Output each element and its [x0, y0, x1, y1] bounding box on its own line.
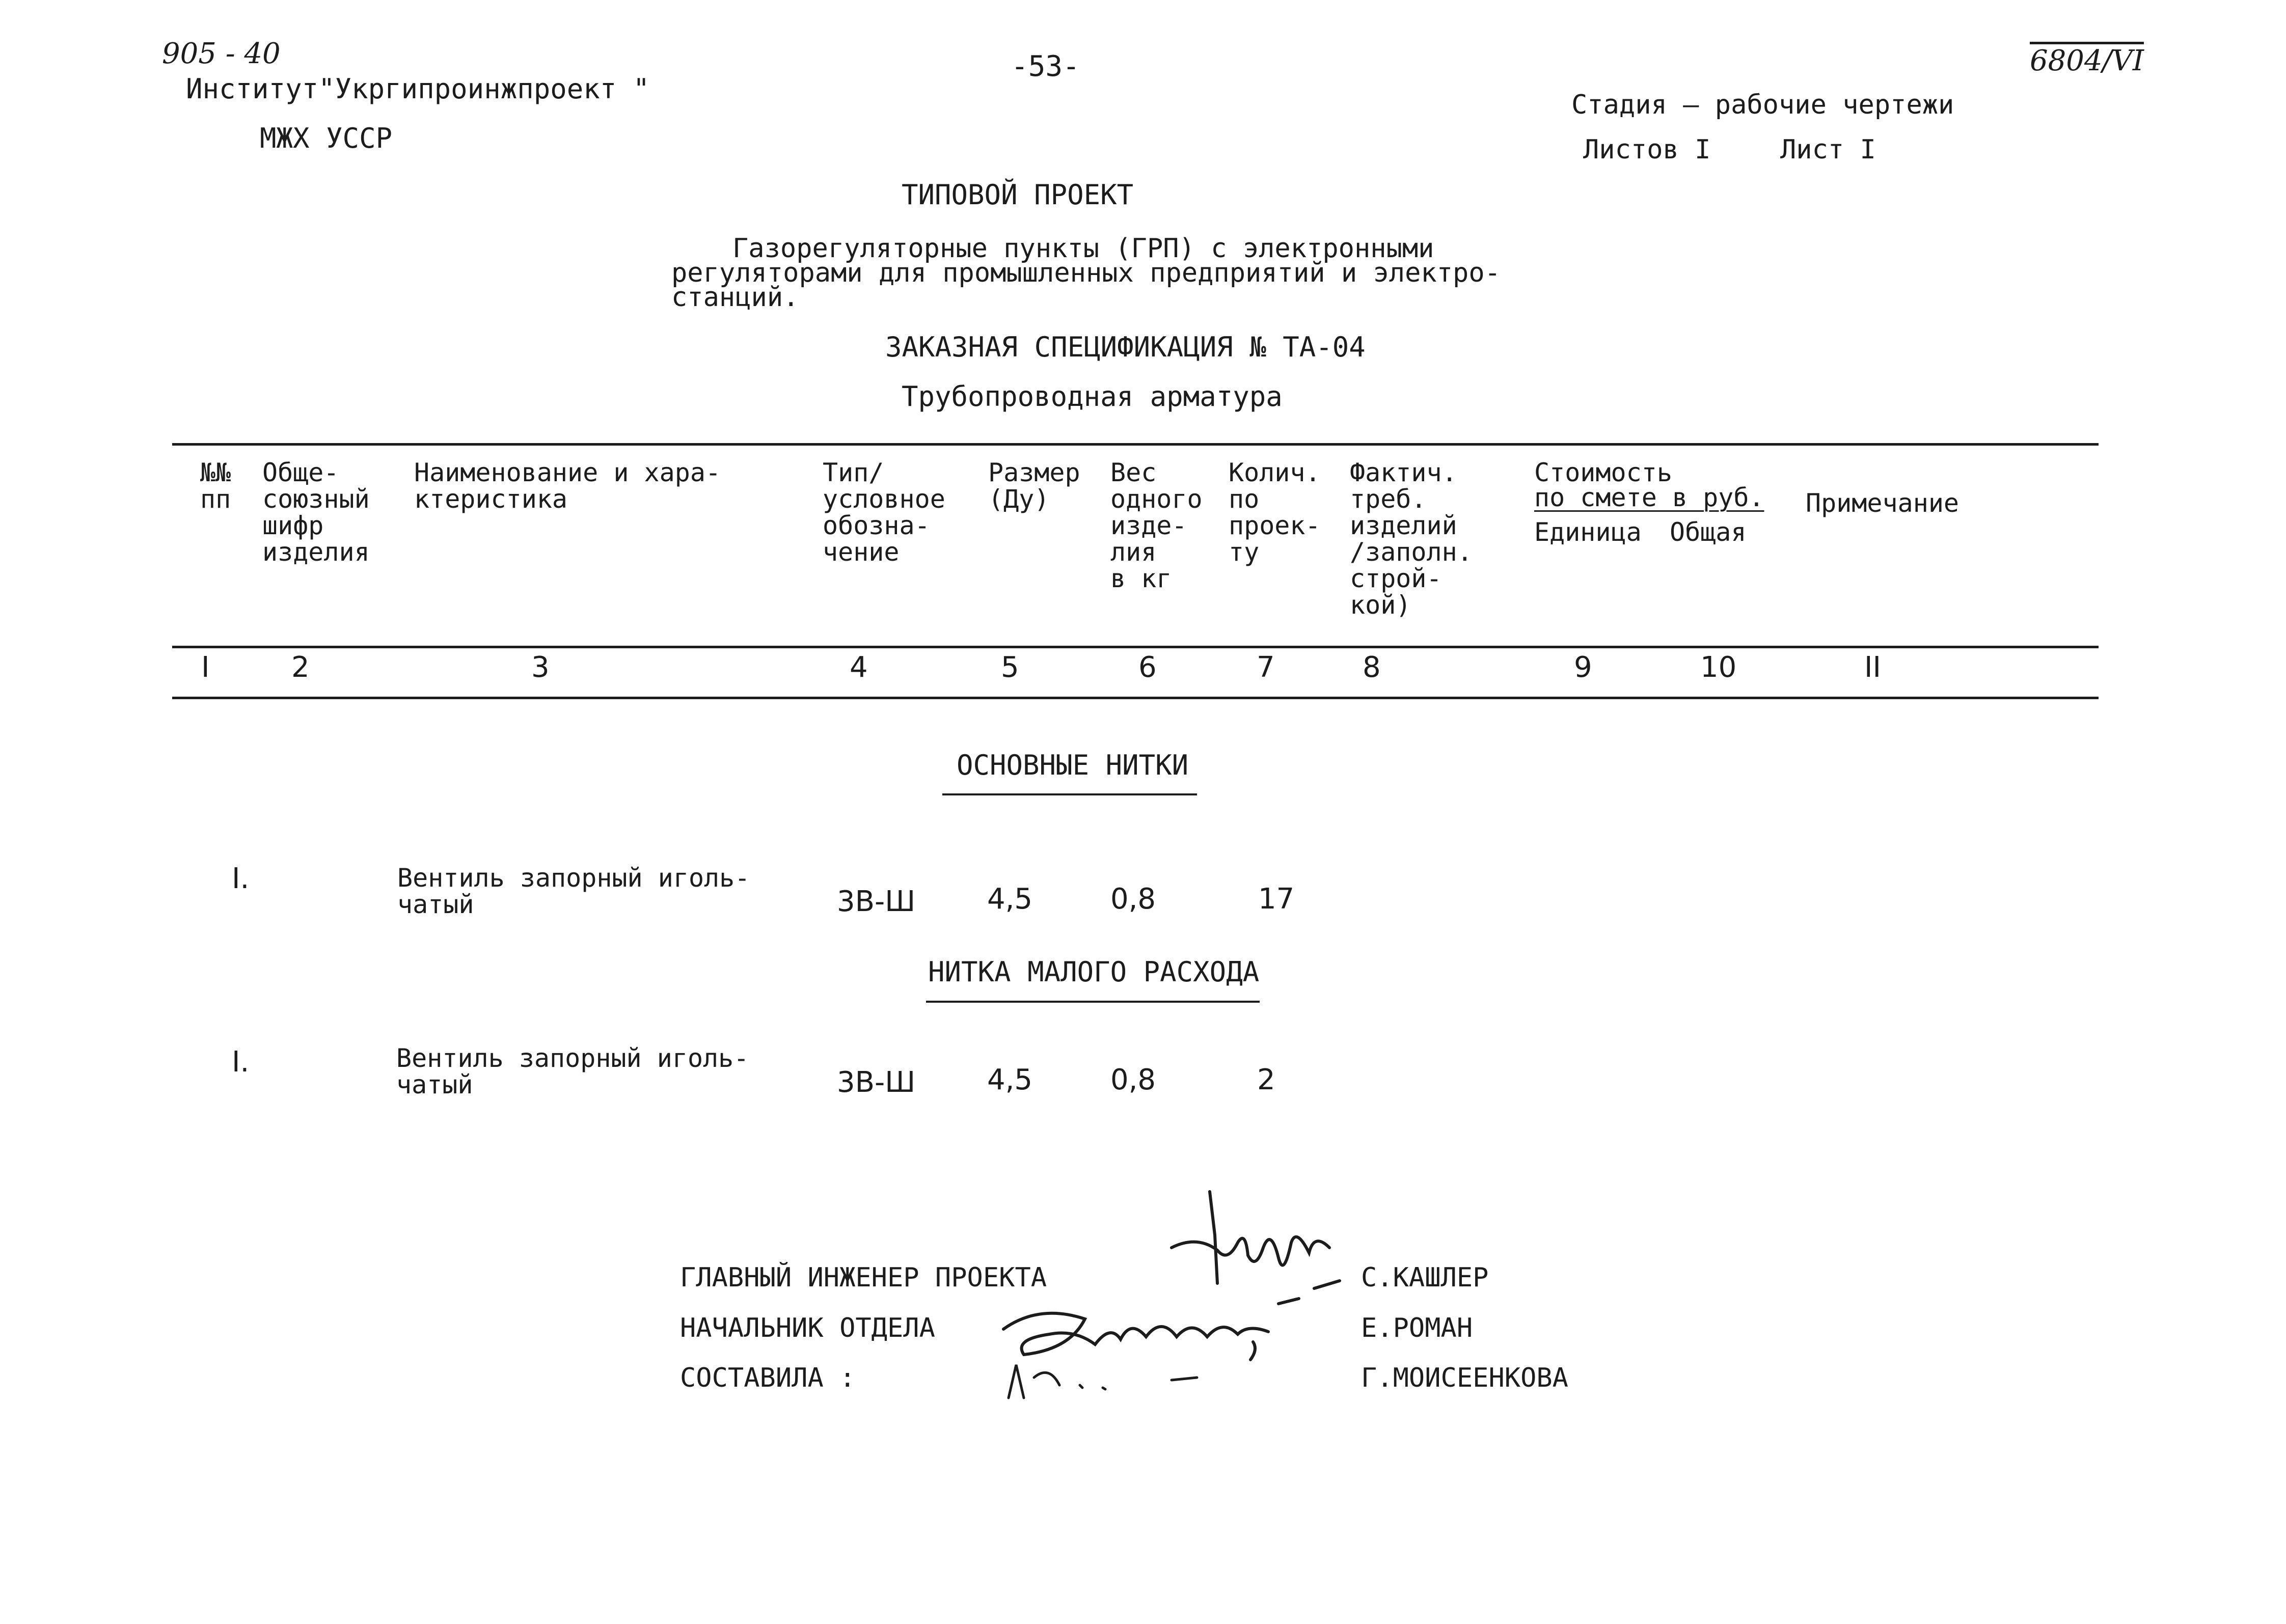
signature-department-head-handwritten — [993, 1288, 1309, 1406]
row-item-weight: 0,8 — [1110, 1063, 1156, 1096]
col-header-cost-unit: Единица — [1534, 517, 1642, 547]
institute-name: Институт"Укргипроинжпроект " — [186, 73, 650, 105]
col-number-2: 2 — [291, 651, 310, 684]
page-number: -53- — [1011, 50, 1080, 83]
project-type: ТИПОВОЙ ПРОЕКТ — [902, 179, 1134, 211]
col-header-qty: Колич. по проек- ту — [1229, 458, 1321, 567]
signature-role-department-head: НАЧАЛЬНИК ОТДЕЛА — [680, 1313, 935, 1343]
row-number: I. — [232, 862, 250, 895]
col-header-actual: Фактич. треб. изделий /заполн. строй- кой) — [1350, 458, 1473, 620]
table-header-rule — [172, 646, 2099, 648]
signature-role-compiler: СОСТАВИЛА : — [680, 1363, 856, 1393]
section-title-low-flow-line: НИТКА МАЛОГО РАСХОДА — [928, 956, 1260, 988]
col-header-number: №№ пп — [200, 458, 231, 514]
row-item-type: 3В-Ш — [837, 1066, 916, 1099]
ministry-name: МЖХ УССР — [260, 122, 393, 154]
row-item-size: 4,5 — [987, 1063, 1033, 1096]
table-columns-rule — [172, 697, 2099, 699]
row-item-qty: 2 — [1257, 1063, 1275, 1096]
col-number-9: 9 — [1574, 651, 1592, 684]
col-header-name: Наименование и хара- ктеристика — [414, 458, 721, 514]
table-top-rule — [172, 443, 2099, 446]
project-desc-line-3: станций. — [671, 282, 799, 313]
col-number-4: 4 — [850, 651, 868, 684]
row-item-name: Вентиль запорный иголь- чатый — [397, 863, 750, 919]
project-desc-line-1: Газорегуляторные пункты (ГРП) с электронными — [732, 233, 1434, 264]
col-header-cost-total: Общая — [1670, 517, 1747, 547]
col-number-1: I — [201, 651, 210, 684]
row-item-size: 4,5 — [987, 883, 1033, 916]
archive-stamp: 6804/VI — [2030, 44, 2144, 77]
col-number-6: 6 — [1138, 651, 1157, 684]
row-number: I. — [232, 1045, 250, 1079]
sheets-count: Листов I — [1583, 134, 1711, 165]
row-item-name: Вентиль запорный иголь- чатый — [396, 1043, 749, 1099]
col-header-size: Размер (Ду) — [988, 458, 1080, 514]
col-number-3: 3 — [531, 651, 550, 684]
signature-name-chief-engineer: С.КАШЛЕР — [1361, 1262, 1489, 1293]
specification-title: ЗАКАЗНАЯ СПЕЦИФИКАЦИЯ № ТА-04 — [885, 331, 1366, 363]
col-number-11: II — [1864, 651, 1882, 684]
handwritten-code: 905 - 40 — [162, 37, 281, 70]
sheet-number: Лист I — [1780, 134, 1876, 165]
signature-role-chief-engineer: ГЛАВНЫЙ ИНЖЕНЕР ПРОЕКТА — [680, 1262, 1047, 1293]
section-title-underline — [926, 1001, 1260, 1003]
signature-name-department-head: Е.РОМАН — [1361, 1313, 1473, 1343]
section-title-main-lines: ОСНОВНЫЕ НИТКИ — [957, 749, 1189, 781]
row-item-weight: 0,8 — [1110, 883, 1156, 916]
col-header-weight: Вес одного изде- лия в кг — [1110, 458, 1203, 593]
stage-label: Стадия – рабочие чертежи — [1571, 90, 1954, 120]
col-header-cost-sub: по смете в руб. — [1534, 483, 1764, 512]
project-desc-line-2: регуляторами для промышленных предприятий и электро- — [671, 258, 1501, 288]
signature-name-compiler: Г.МОИСЕЕНКОВА — [1361, 1363, 1568, 1393]
col-header-cost: Стоимость — [1534, 458, 1672, 487]
col-number-5: 5 — [1001, 651, 1019, 684]
col-header-code: Обще- союзный шифр изделия — [262, 458, 370, 567]
col-number-8: 8 — [1363, 651, 1381, 684]
section-title-underline — [942, 793, 1197, 795]
row-item-qty: 17 — [1258, 883, 1295, 916]
col-header-type: Тип/ условное обозна- чение — [823, 458, 945, 567]
row-item-type: 3В-Ш — [837, 885, 916, 918]
col-number-7: 7 — [1257, 651, 1275, 684]
specification-subtitle: Трубопроводная арматура — [902, 380, 1283, 412]
col-header-note: Примечание — [1806, 488, 1960, 518]
col-number-10: 10 — [1700, 651, 1737, 684]
